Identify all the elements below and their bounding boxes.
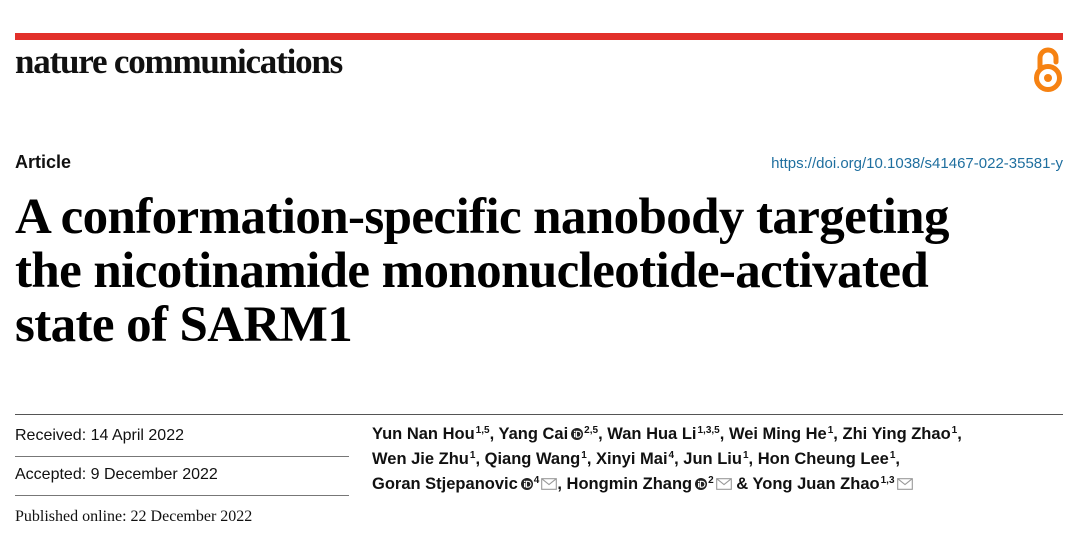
author-separator: , [475,450,481,468]
author-separator: , [719,425,725,443]
author-name[interactable]: Xinyi Mai$^4$, [596,450,679,468]
affiliation-marker[interactable]: 4 [668,450,675,461]
affiliation-marker[interactable]: 1,3 [880,475,895,486]
author-separator: , [895,450,900,468]
author-name[interactable]: Jun Liu$^1$, [683,450,754,468]
accepted-date: Accepted: 9 December 2022 [15,466,218,483]
author-name[interactable]: Wei Ming He$^1$, [728,425,838,443]
article-title [15,190,1075,352]
orcid-icon[interactable] [695,478,707,490]
email-icon[interactable] [897,478,913,490]
email-icon[interactable] [541,478,557,490]
title-line: the nicotinamide mononucleotide-activated [15,243,929,299]
author-separator: , [748,450,754,468]
author-name[interactable]: Goran Stjepanovic $^4$ , [372,475,562,493]
author-separator: , [674,450,679,468]
open-access-icon[interactable] [1032,46,1064,94]
affiliation-marker[interactable]: 4 [533,475,540,486]
author-separator: , [598,425,603,443]
doi-link[interactable]: https://doi.org/10.1038/s41467-022-35581-y [771,155,1063,172]
author-name[interactable]: Yang Cai $^{2,5}$, [498,425,603,443]
title-line: state of SARM1 [15,297,353,353]
orcid-icon[interactable] [571,428,583,440]
affiliation-marker[interactable]: 1 [581,450,587,461]
affiliation-marker[interactable]: 2,5 [584,425,599,436]
affiliation-marker[interactable]: 1,3,5 [697,425,720,436]
received-date: Received: 14 April 2022 [15,427,184,444]
orcid-icon[interactable] [521,478,533,490]
title-line: A conformation-specific nanobody targeting [15,189,949,245]
author-name[interactable]: Wan Hua Li$^{1,3,5}$, [607,425,725,443]
affiliation-marker[interactable]: 1 [889,450,896,461]
author-name[interactable]: Qiang Wang$^1$, [484,450,592,468]
author-separator: , [557,475,562,493]
published-date: Published online: 22 December 2022 [15,508,253,525]
author-name[interactable]: Yun Nan Hou$^{1,5}$, [372,425,495,443]
author-name[interactable]: Zhi Ying Zhao$^1$, [842,425,962,443]
author-list [372,422,1072,497]
affiliation-marker[interactable]: 1 [951,425,958,436]
author-separator: , [489,425,495,443]
affiliation-marker[interactable]: 2 [708,475,714,486]
author-separator: , [833,425,838,443]
date-divider [15,495,349,496]
journal-accent-bar [15,33,1063,40]
date-divider [15,456,349,457]
header-divider [15,414,1063,415]
affiliation-marker[interactable]: 1 [827,425,834,436]
author-name[interactable]: Wen Jie Zhu$^1$, [372,450,481,468]
journal-name[interactable]: nature communications [15,42,343,81]
author-name[interactable]: Hon Cheung Lee$^1$, [757,450,900,468]
author-separator: , [586,450,592,468]
author-separator: & [731,475,749,493]
email-icon[interactable] [716,478,732,490]
affiliation-marker[interactable]: 1,5 [475,425,490,436]
author-name[interactable]: Hongmin Zhang $^2$ & [566,475,749,493]
author-name[interactable]: Yong Juan Zhao$^{1,3}$ [752,475,912,493]
article-type: Article [15,152,72,172]
affiliation-marker[interactable]: 1 [469,450,476,461]
author-separator: , [957,425,962,443]
affiliation-marker[interactable]: 1 [742,450,749,461]
